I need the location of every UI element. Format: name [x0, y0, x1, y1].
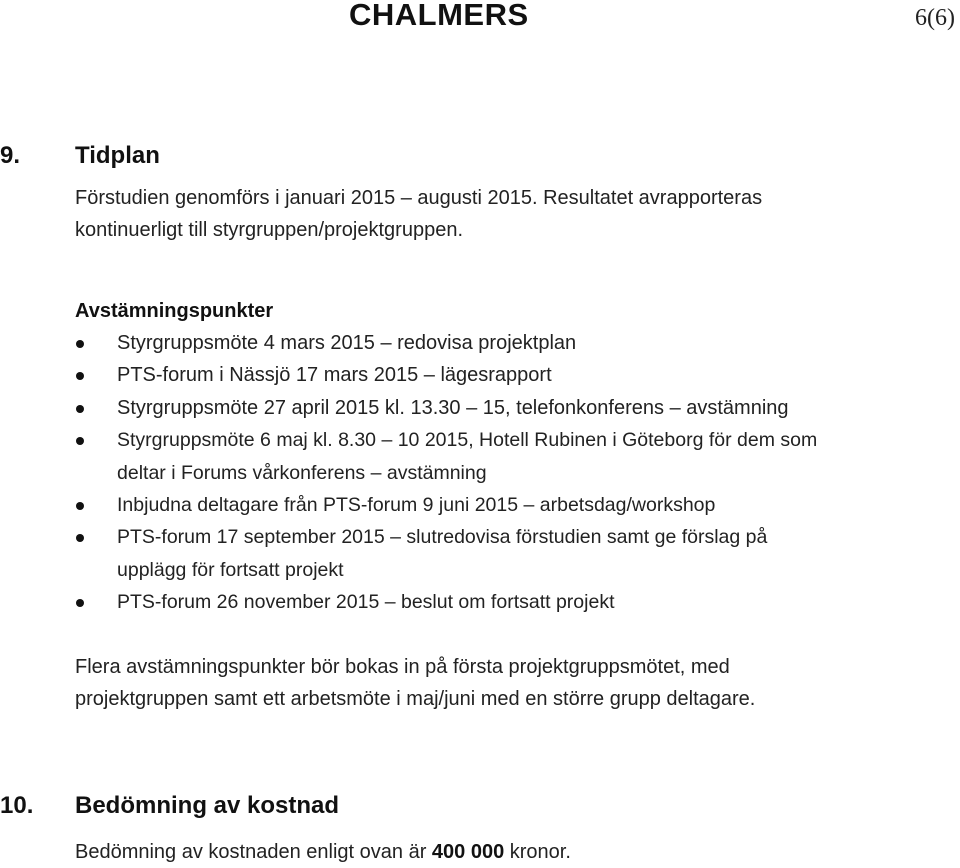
closing-line-2: projektgruppen samt ett arbetsmöte i maj/juni med en större grupp deltagare.	[75, 688, 756, 710]
cost-text-after: kronor.	[504, 841, 571, 863]
list-item-text-continued: upplägg för fortsatt projekt	[117, 558, 344, 581]
bullet-icon	[76, 599, 84, 607]
list-item	[0, 424, 960, 489]
checkpoints-list	[0, 327, 960, 619]
bullet-icon	[76, 405, 84, 413]
list-item-text-continued: deltar i Forums vårkonferens – avstämning	[117, 461, 487, 484]
section-10-title: Bedömning av kostnad	[75, 792, 340, 819]
bullet-icon	[76, 340, 84, 348]
list-item-text: Inbjudna deltagare från PTS-forum 9 juni 2015 – arbetsdag/workshop	[117, 494, 716, 517]
section-10-heading	[0, 791, 960, 823]
list-item-text: PTS-forum 17 september 2015 – slutredovisa förstudien samt ge förslag på	[117, 526, 768, 549]
intro-line-1: Förstudien genomförs i januari 2015 – augusti 2015. Resultatet avrapporteras	[75, 187, 763, 209]
section-9-number: 9.	[0, 142, 21, 169]
list-item	[0, 359, 960, 391]
page-number: 6(6)	[915, 5, 955, 31]
list-item	[0, 392, 960, 424]
bullet-icon	[76, 534, 84, 542]
chalmers-logo: CHALMERS	[349, 0, 529, 32]
list-item-text: Styrgruppsmöte 27 april 2015 kl. 13.30 – 15, telefonkonferens – avstämning	[117, 396, 789, 419]
list-item	[0, 586, 960, 618]
section-9-intro	[75, 182, 762, 246]
list-item-text: Styrgruppsmöte 4 mars 2015 – redovisa projektplan	[117, 332, 577, 354]
list-item	[0, 327, 960, 359]
cost-amount: 400 000	[431, 841, 505, 863]
bullet-icon	[76, 437, 84, 445]
checkpoints-heading: Avstämningspunkter	[75, 300, 274, 322]
intro-line-2: kontinuerligt till styrgruppen/projektgruppen.	[75, 219, 463, 241]
list-item-text: Styrgruppsmöte 6 maj kl. 8.30 – 10 2015, Hotell Rubinen i Göteborg för dem som	[117, 429, 818, 452]
section-10-number: 10.	[0, 792, 34, 819]
closing-line-1: Flera avstämningspunkter bör bokas in på första projektgruppsmötet, med	[75, 656, 730, 678]
list-item-text: PTS-forum i Nässjö 17 mars 2015 – lägesrapport	[117, 364, 552, 387]
section-9-heading	[0, 141, 960, 173]
cost-text-before: Bedömning av kostnaden enligt ovan är	[75, 841, 432, 863]
cost-statement	[75, 836, 571, 868]
section-9-closing	[75, 651, 755, 715]
list-item-text: PTS-forum 26 november 2015 – beslut om fortsatt projekt	[117, 591, 615, 614]
bullet-icon	[76, 372, 84, 380]
list-item	[0, 489, 960, 521]
list-item	[0, 521, 960, 586]
bullet-icon	[76, 502, 84, 510]
section-9-title: Tidplan	[75, 142, 160, 169]
